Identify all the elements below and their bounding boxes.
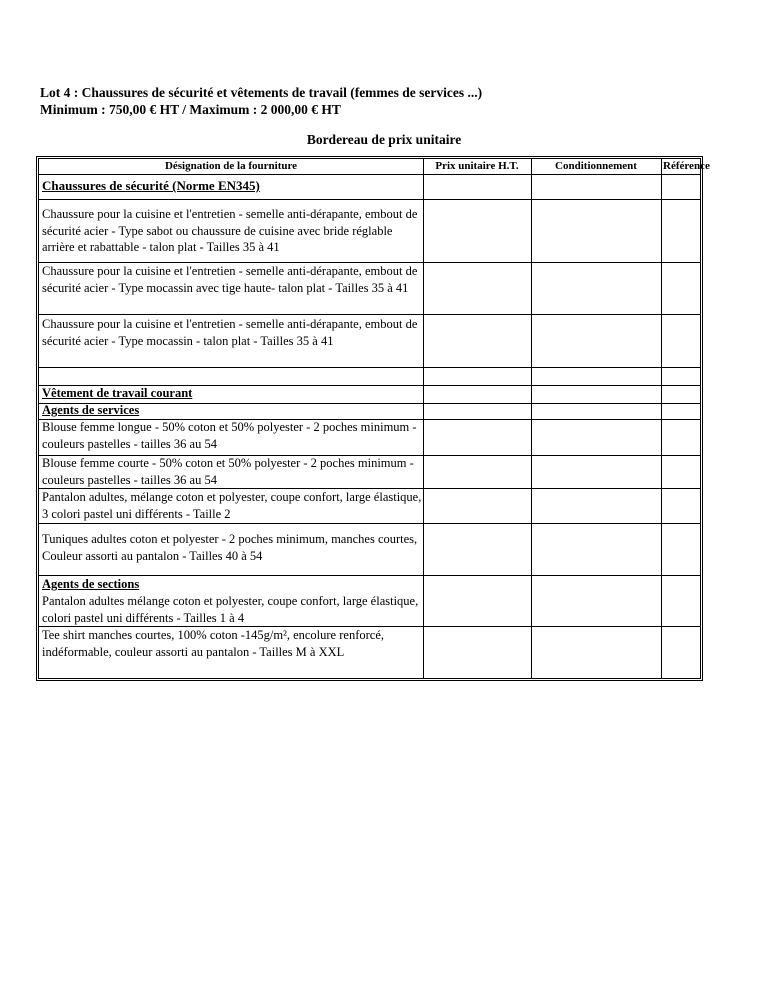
column-header-designation: Désignation de la fourniture (164, 160, 298, 172)
page-title: Bordereau de prix unitaire (306, 132, 462, 147)
lot-title: Lot 4 : Chaussures de sécurité et vêtements de travail (femmes de services ...) (40, 85, 483, 100)
table-row-description: Blouse femme longue - 50% coton et 50% polyester - 2 poches minimum - couleurs pastelles - tailles 36 au 54 (42, 420, 417, 451)
row-divider (39, 199, 700, 200)
subsection-heading-sections: Agents de sections (42, 577, 140, 591)
row-divider (39, 174, 700, 175)
row-divider (39, 367, 700, 368)
table-row-description: Blouse femme courte - 50% coton et 50% polyester - 2 poches minimum - couleurs pastelles - tailles 36 au 54 (42, 456, 414, 487)
table-row-description: Pantalon adultes mélange coton et polyester, coupe confort, large élastique, colori pastel uni différents - Tailles 1 à 4 (42, 594, 419, 625)
table-row-description: Tee shirt manches courtes, 100% coton -145g/m², encolure renforcé, indéformable, couleur assorti au pantalon - Tailles M à XXL (42, 628, 384, 659)
table-row-description: Tuniques adultes coton et polyester - 2 poches minimum, manches courtes, Couleur assorti au pantalon - Tailles 40 à 54 (42, 532, 418, 563)
table-row-description: Pantalon adultes, mélange coton et polyester, coupe confort, large élastique, 3 colori pastel uni différents - Taille 2 (42, 490, 422, 521)
table-row-description: Chaussure pour la cuisine et l'entretien - semelle anti-dérapante, embout de sécurité acier - Type mocassin avec tige haute- talon plat - Tailles 35 à 41 (42, 264, 418, 295)
table-row-description: Chaussure pour la cuisine et l'entretien - semelle anti-dérapante, embout de sécurité acier - Type sabot ou chaussure de cuisine avec bride réglable arrière et rabattable - talon plat - Tailles 35 à 41 (42, 207, 418, 254)
section-heading-shoes: Chaussures de sécurité (Norme EN345) (42, 178, 260, 193)
column-header-reference: Référence (663, 160, 710, 172)
subsection-heading-services: Agents de services (42, 403, 140, 417)
column-header-packaging: Conditionnement (555, 160, 637, 172)
table-row-description: Chaussure pour la cuisine et l'entretien - semelle anti-dérapante, embout de sécurité acier - Type mocassin - talon plat - Tailles 35 à 41 (42, 317, 418, 348)
section-heading-workwear: Vêtement de travail courant (42, 386, 193, 400)
min-max-amounts: Minimum : 750,00 € HT / Maximum : 2 000,00 € HT (40, 102, 341, 117)
column-header-price: Prix unitaire H.T. (435, 160, 519, 172)
row-divider (39, 314, 700, 315)
price-table (36, 156, 710, 681)
row-divider (39, 523, 700, 524)
